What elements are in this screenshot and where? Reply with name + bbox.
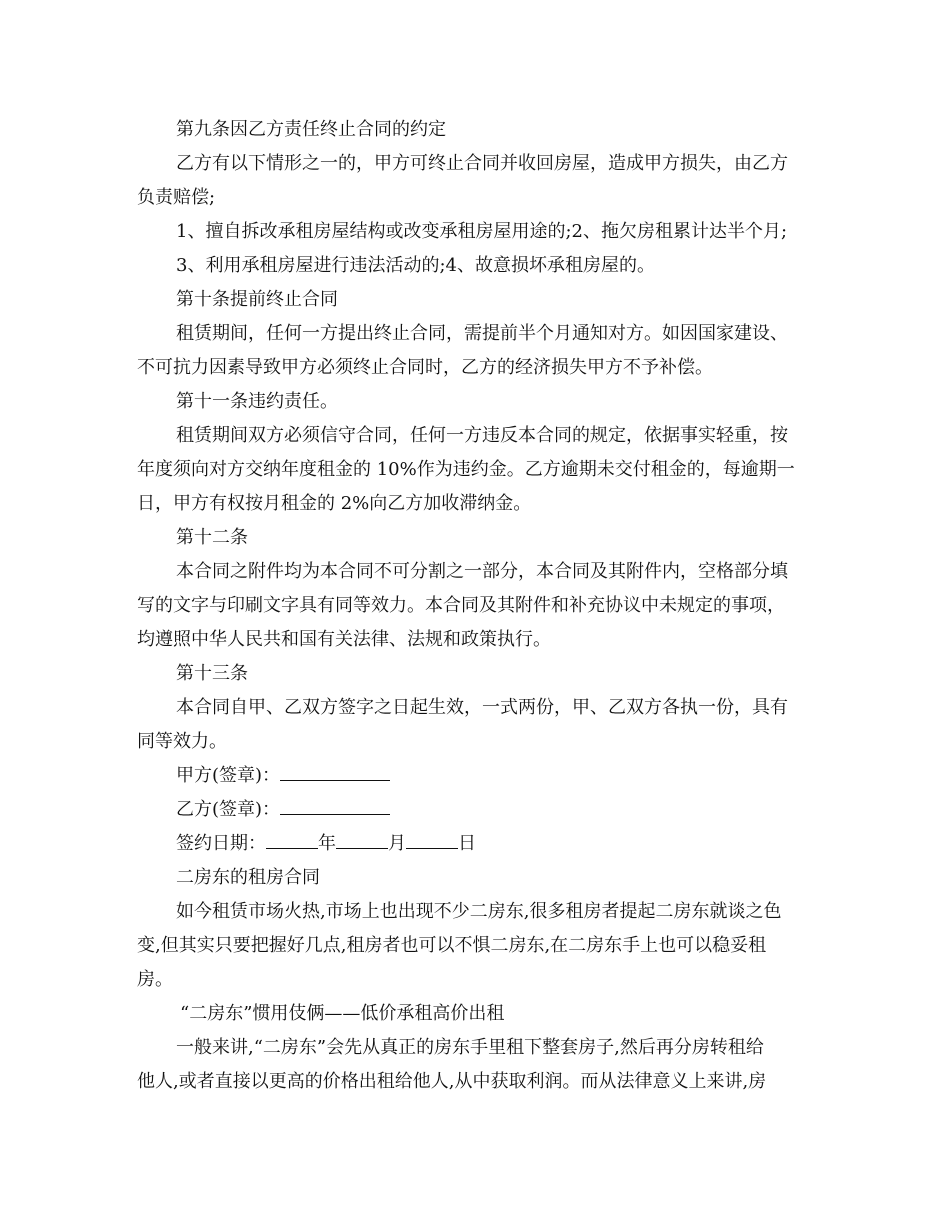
paragraph-line: 负责赔偿; — [137, 187, 216, 208]
subsection-heading: “二房东”惯用伎俩——低价承租高价出租 — [180, 1003, 505, 1024]
paragraph-line: 如今租赁市场火热,市场上也出现不少二房东,很多租房者提起二房东就谈之色 — [176, 901, 782, 922]
paragraph-line: 年度须向对方交纳年度租金的 10%作为违约金。乙方逾期未交付租金的，每逾期一 — [137, 459, 795, 480]
paragraph-line: 房。 — [137, 969, 173, 990]
article-13-heading: 第十三条 — [176, 663, 248, 684]
paragraph-line: 租赁期间双方必须信守合同，任何一方违反本合同的规定，依据事实轻重，按 — [176, 425, 788, 446]
party-a-signature-row — [137, 759, 817, 793]
party-a-signature-blank — [280, 760, 390, 781]
article-10-heading: 第十条提前终止合同 — [176, 289, 338, 310]
year-label: 年 — [318, 833, 336, 854]
paragraph-line: 均遵照中华人民共和国有关法律、法规和政策执行。 — [137, 629, 551, 650]
article-12-heading: 第十二条 — [176, 527, 248, 548]
paragraph-line: 日，甲方有权按月租金的 2%向乙方加收滞纳金。 — [137, 493, 532, 514]
month-blank — [336, 828, 388, 849]
paragraph-line: 他人,或者直接以更高的价格出租给他人,从中获取利润。而从法律意义上来讲,房 — [137, 1071, 767, 1092]
article-9-heading: 第九条因乙方责任终止合同的约定 — [176, 119, 446, 140]
document-body — [137, 113, 817, 1099]
day-label: 日 — [458, 833, 476, 854]
paragraph-line: 本合同之附件均为本合同不可分割之一部分，本合同及其附件内，空格部分填 — [176, 561, 788, 582]
paragraph-line: 1、擅自拆改承租房屋结构或改变承租房屋用途的;2、拖欠房租累计达半个月; — [176, 221, 788, 242]
month-label: 月 — [388, 833, 406, 854]
paragraph-line: 写的文字与印刷文字具有同等效力。本合同及其附件和补充协议中未规定的事项， — [137, 595, 785, 616]
day-blank — [406, 828, 458, 849]
paragraph-line: 乙方有以下情形之一的，甲方可终止合同并收回房屋，造成甲方损失，由乙方 — [176, 153, 788, 174]
year-blank — [266, 828, 318, 849]
section-heading: 二房东的租房合同 — [176, 867, 320, 888]
paragraph-line: 变,但其实只要把握好几点,租房者也可以不惧二房东,在二房东手上也可以稳妥租 — [137, 935, 767, 956]
paragraph-line: 同等效力。 — [137, 731, 227, 752]
paragraph-line: 不可抗力因素导致甲方必须终止合同时，乙方的经济损失甲方不予补偿。 — [137, 357, 713, 378]
party-b-label: 乙方(签章)： — [176, 799, 281, 820]
paragraph-line: 本合同自甲、乙双方签字之日起生效，一式两份，甲、乙双方各执一份，具有 — [176, 697, 788, 718]
paragraph-line: 一般来讲,“二房东”会先从真正的房东手里租下整套房子,然后再分房转租给 — [176, 1037, 764, 1058]
party-a-label: 甲方(签章)： — [176, 765, 281, 786]
party-b-signature-row — [137, 793, 817, 827]
party-b-signature-blank — [280, 794, 390, 815]
paragraph-line: 3、利用承租房屋进行违法活动的;4、故意损坏承租房屋的。 — [176, 255, 655, 276]
signing-date-label: 签约日期： — [176, 833, 266, 854]
signing-date-row — [137, 827, 817, 861]
paragraph-line: 租赁期间，任何一方提出终止合同，需提前半个月通知对方。如因国家建设、 — [176, 323, 788, 344]
article-11-heading: 第十一条违约责任。 — [176, 391, 338, 412]
